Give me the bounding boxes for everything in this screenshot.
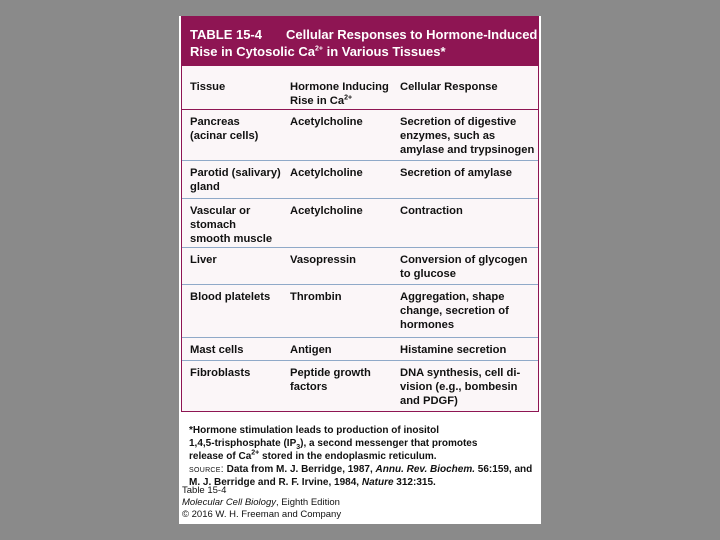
cell-line: Fibroblasts [190,367,251,379]
cell-response [400,166,538,180]
source-journal2: Nature [361,477,394,488]
cell-line: change, secretion of [400,305,509,317]
cell-line: Contraction [400,205,463,217]
cell-line: Secretion of digestive [400,116,517,128]
cell-response [400,253,538,281]
cell-line: amylase and trypsinogen [400,144,535,156]
cell-tissue [190,343,290,357]
table-title-line1: Cellular Responses to Hormone-Induced [286,27,538,42]
table-title-line2: Rise in Cytosolic Ca [190,44,315,59]
table-number: TABLE 15-4 [190,27,262,42]
cell-hormone [290,115,400,129]
cell-line: Acetylcholine [290,205,363,217]
footnote-line2 [189,437,534,450]
caption-book-title: Molecular Cell Biology [182,497,276,508]
cell-hormone [290,166,400,180]
caption-book-line [182,497,341,509]
table-row [182,247,538,285]
header-tissue: Tissue [190,81,226,93]
cell-line: factors [290,381,328,393]
cell-response [400,343,538,357]
table-footnotes [189,424,534,489]
cell-line: Acetylcholine [290,116,363,128]
footnote-line3 [189,450,534,463]
figure-caption [182,485,341,521]
source-line2-end: :315. [413,477,436,488]
table-row [182,109,538,161]
table-row [182,360,538,413]
cell-line: Vascular or [190,205,251,217]
source-line1-end: :159, and [488,464,533,475]
cell-hormone [290,366,400,394]
header-hormone-line1: Hormone Inducing [290,81,389,93]
cell-line: stomach [190,219,237,231]
source-journal1: Annu. Rev. Biochem. [375,464,476,475]
cell-tissue [190,366,290,380]
caption-copyright: © 2016 W. H. Freeman and Company [182,509,342,520]
footnote-superscript: 2+ [251,449,260,457]
caption-label: Table 15-4 [182,485,227,496]
cell-tissue [190,115,290,143]
cell-response [400,204,538,218]
source-volume1: 56 [475,464,489,475]
header-hormone-superscript: 2+ [344,94,353,102]
data-table [181,16,539,412]
source-label: source: [189,464,224,475]
footnote-line3-end: stored in the endoplasmic reticulum. [259,451,437,462]
cell-hormone [290,290,400,304]
footnote-line2-text: 1,4,5-trisphosphate (IP [189,438,297,449]
cell-tissue [190,166,290,194]
cell-line: vision (e.g., bombesin [400,381,518,393]
header-hormone-line2-text: Rise in Ca [290,95,345,107]
footnote [189,424,534,463]
cell-hormone [290,204,400,218]
cell-line: Aggregation, shape [400,291,505,303]
cell-line: Liver [190,254,217,266]
cell-line: Secretion of amylase [400,167,512,179]
cell-line: hormones [400,319,455,331]
table-title [182,17,538,66]
cell-line: Peptide growth [290,367,371,379]
cell-line: Antigen [290,344,332,356]
footnote-subscript: 3 [296,444,301,451]
cell-line: smooth muscle [190,233,273,245]
cell-line: Blood platelets [190,291,271,303]
cell-response [400,290,538,332]
cell-line: Vasopressin [290,254,356,266]
caption-edition: , Eighth Edition [275,497,340,508]
cell-line: and PDGF) [400,395,458,407]
cell-tissue [190,253,290,267]
title-superscript: 2+ [314,45,323,53]
cell-tissue [190,290,290,304]
cell-hormone [290,343,400,357]
cell-hormone [290,253,400,267]
table-row [182,160,538,199]
header-response: Cellular Response [400,81,498,93]
cell-response [400,115,538,157]
table-title-line2-end: in Various Tissues* [322,44,446,59]
cell-line: enzymes, such as [400,130,496,142]
table-header-row [182,66,538,110]
cell-line: Histamine secretion [400,344,507,356]
cell-line: Acetylcholine [290,167,363,179]
cell-line: Parotid (salivary) [190,167,281,179]
cell-line: (acinar cells) [190,130,259,142]
source-volume2: 312 [393,477,413,488]
source-line2-text: M. J. Berridge and R. F. Irvine, 1984, [189,477,362,488]
cell-line: Pancreas [190,116,240,128]
cell-line: Mast cells [190,344,244,356]
cell-tissue [190,204,290,246]
footnote-line2-end: ), a second messenger that promotes [300,438,478,449]
header-hormone [290,80,400,108]
cell-line: to glucose [400,268,456,280]
source-line1 [189,463,534,476]
slide-page [179,16,541,524]
cell-line: DNA synthesis, cell di- [400,367,521,379]
header-hormone-line2 [290,94,400,108]
table-row [182,284,538,338]
source-line1-text: Data from M. J. Berridge, 1987, [223,464,376,475]
table-row [182,198,538,248]
cell-response [400,366,538,408]
cell-line: Conversion of glycogen [400,254,528,266]
cell-line: gland [190,181,220,193]
footnote-line1: *Hormone stimulation leads to production of inositol [189,425,439,436]
footnote-line3-text: release of Ca [189,451,252,462]
table-row [182,337,538,361]
cell-line: Thrombin [290,291,342,303]
